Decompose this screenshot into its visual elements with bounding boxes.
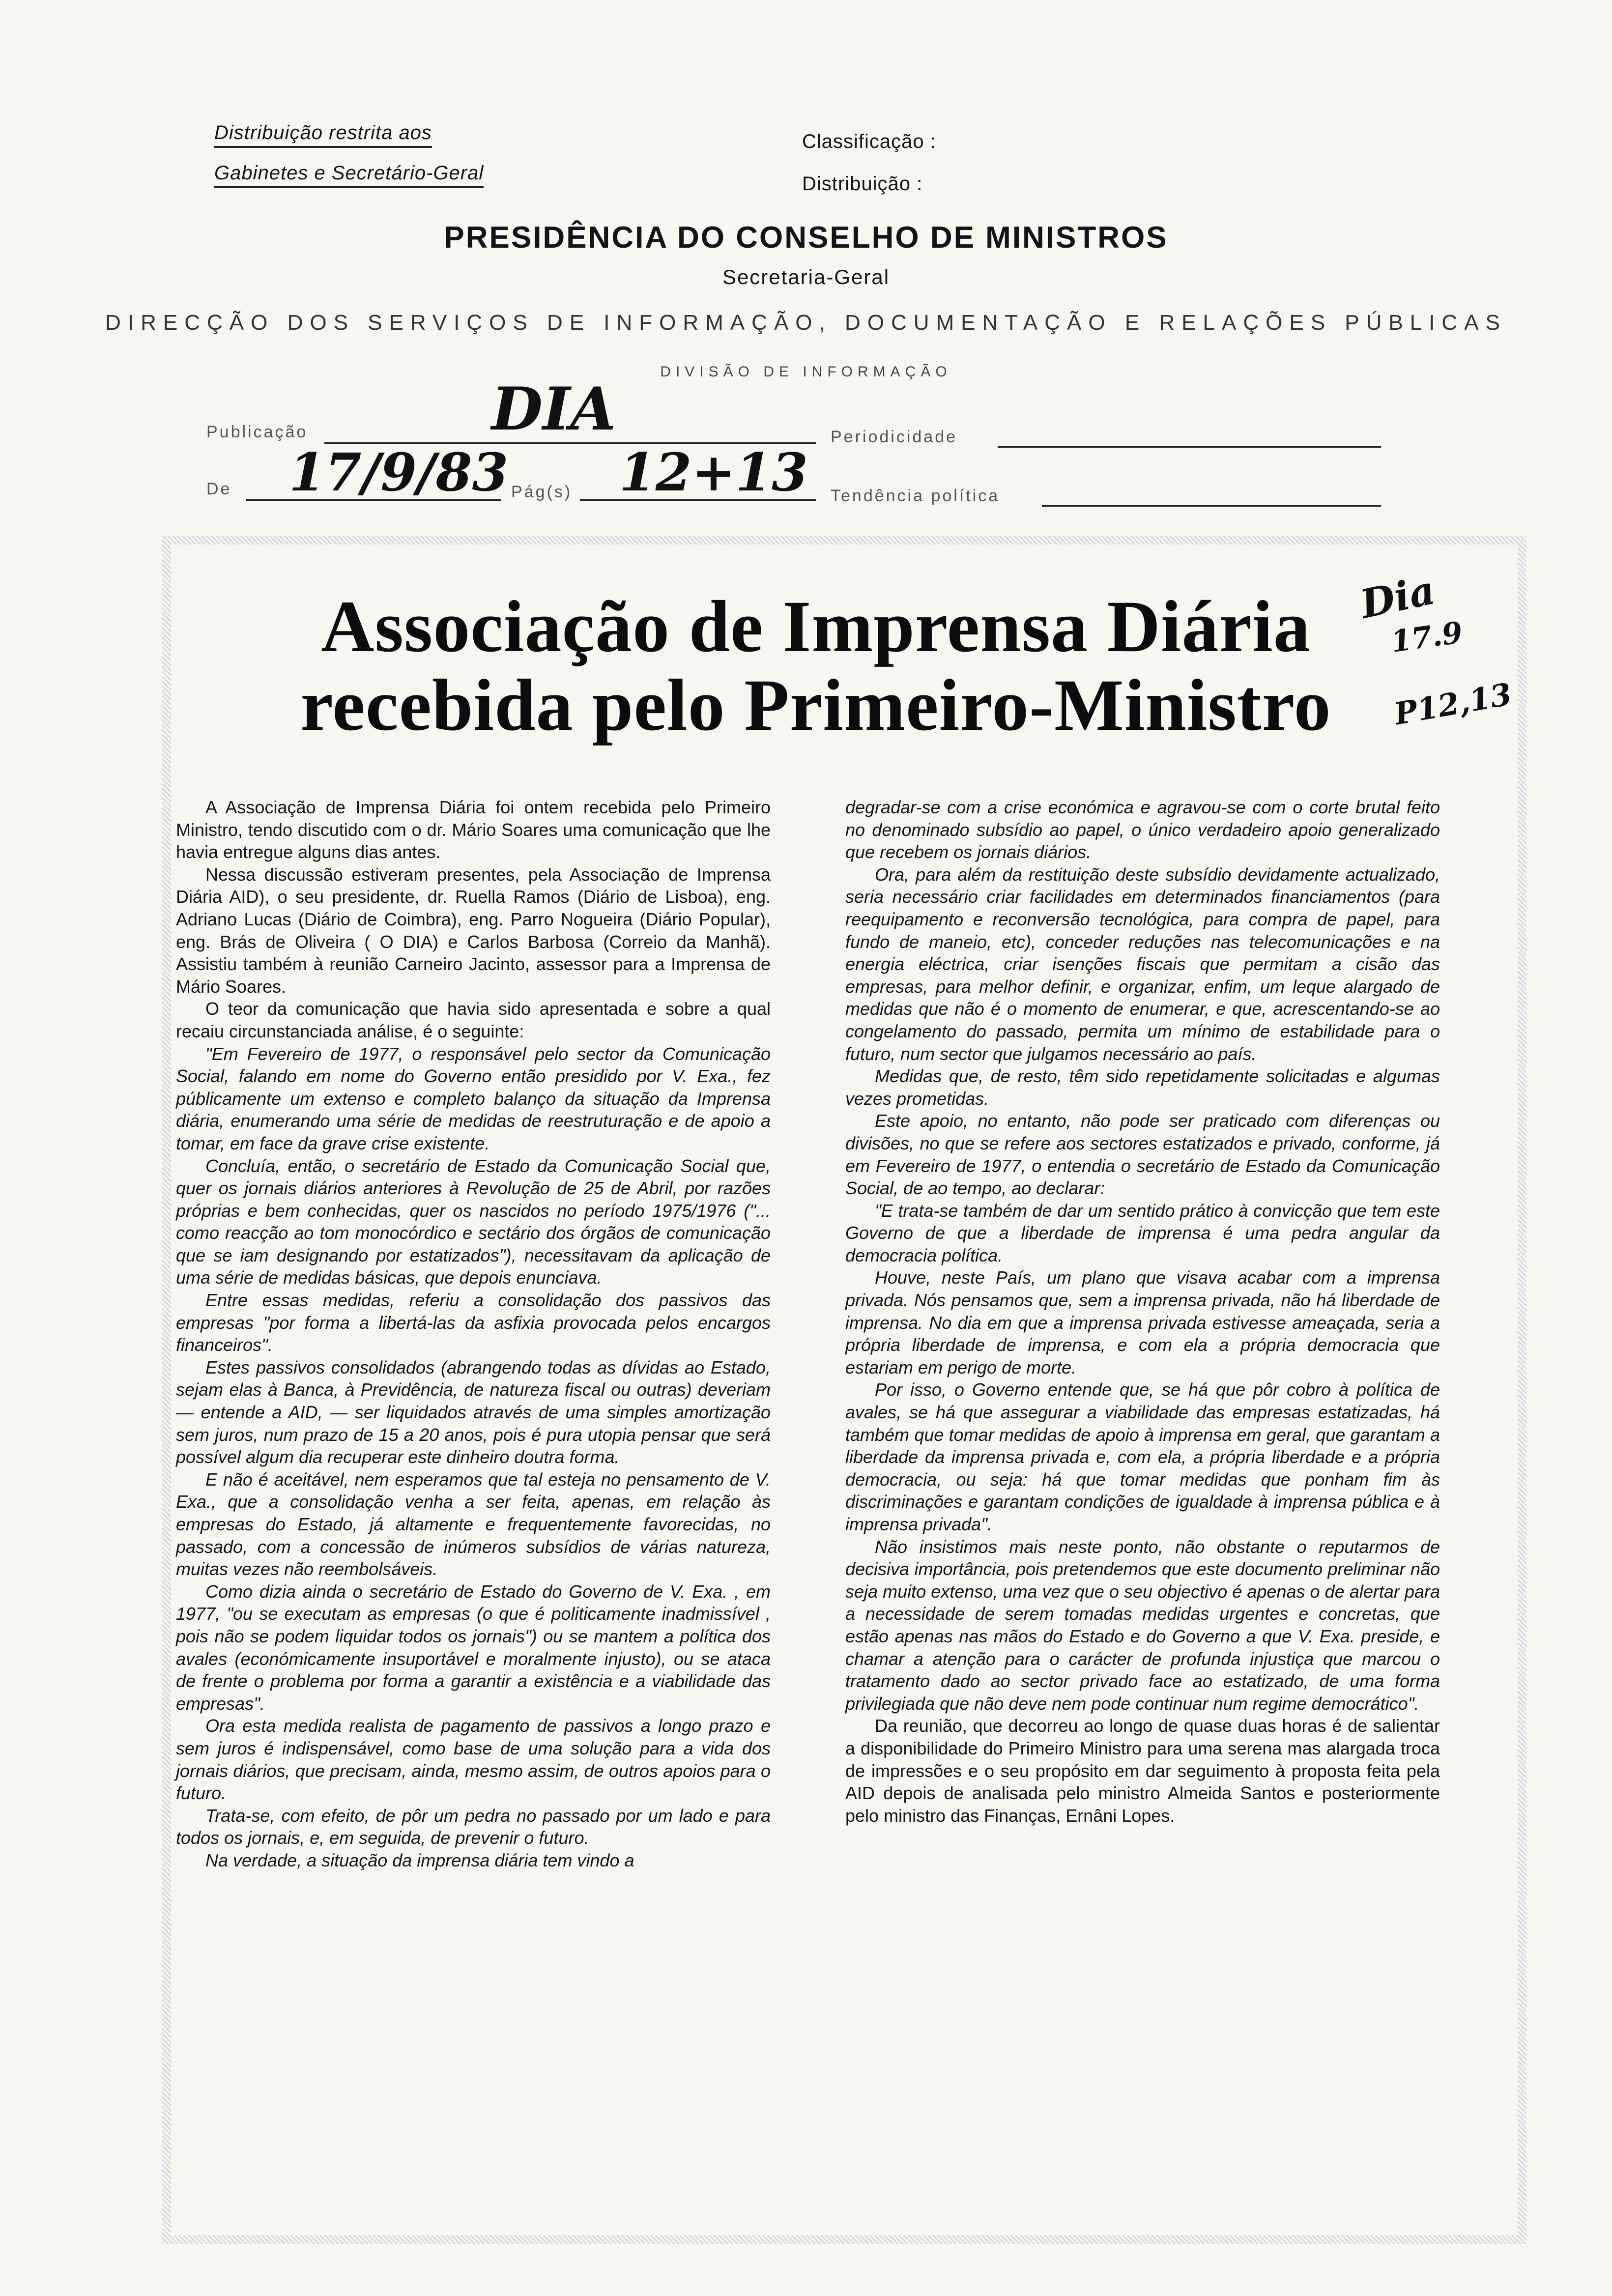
article-paragraph: Estes passivos consolidados (abrangendo todas as dívidas ao Estado, sejam elas à Banca, à Previdência, de natureza fiscal ou outras) deveriam — entende a AID, — ser liquidados através de uma simples amortização sem juros, num prazo de 15 a 20 anos, pois é pura utopia pensar que será possível algum dia recuperar este dinheiro doutra forma.: [176, 1357, 771, 1467]
handwritten-publication: DIA: [491, 374, 616, 444]
restricted-distribution-line1: Distribuição restrita aos: [214, 122, 432, 148]
publicacao-label: Publicação: [206, 423, 308, 441]
article-column-left: [176, 796, 771, 1872]
tendencia-line: [1042, 505, 1381, 507]
article-paragraph: Houve, neste País, um plano que visava acabar com a imprensa privada. Nós pensamos que, sem a imprensa privada, não há liberdade de imprensa. No dia em que a imprensa privada estivesse ameaçada, seria a própria liberdade de imprensa, e com ela a própria democracia que estariam em perigo de morte.: [845, 1267, 1440, 1378]
margin-note-date: 17.9: [1388, 615, 1465, 660]
article-paragraph: Entre essas medidas, referiu a consolidação dos passivos das empresas "por forma a libertá-las da asfixia provocada pelos encargos financeiros".: [176, 1290, 771, 1355]
classificacao-label: Classificação :: [802, 131, 936, 152]
restricted-distribution-line2: Gabinetes e Secretário-Geral: [214, 162, 484, 188]
tendencia-label: Tendência política: [831, 487, 1000, 505]
header-title: PRESIDÊNCIA DO CONSELHO DE MINISTROS: [444, 221, 1168, 255]
article-column-right: [845, 796, 1440, 1827]
handwritten-pages: 12+13: [619, 441, 808, 503]
article-paragraph: Medidas que, de resto, têm sido repetidamente solicitadas e algumas vezes prometidas.: [845, 1066, 1440, 1109]
article-paragraph: Por isso, o Governo entende que, se há que pôr cobro à política de avales, se há que assegurar a viabilidade das empresas estatizadas, há também que tomar medidas de apoio à imprensa em geral, que garantam a liberdade da imprensa privada e, com ela, a própria liberdade e a própria democracia, ou seja: há que tomar medidas que ponham fim às discriminações e garantam condições de igualdade à imprensa pública e à imprensa privada".: [845, 1379, 1440, 1534]
article-paragraph: Concluía, então, o secretário de Estado da Comunicação Social que, quer os jornais diários anteriores à Revolução de 25 de Abril, por razões próprias e bem conhecidas, quer os nascidos no período 1975/1976 ("... como reacção ao tom monocórdico e sectário dos órgãos de comunicação que se iam designando por estatizados"), necessitavam da aplicação de uma série de medidas básicas, que depois enunciava.: [176, 1155, 771, 1288]
article-paragraph: Nessa discussão estiveram presentes, pela Associação de Imprensa Diária AID), o seu presidente, dr. Ruella Ramos (Diário de Lisboa), eng. Adriano Lucas (Diário de Coimbra), eng. Parro Nogueira (Diário Popular), eng. Brás de Oliveira ( O DIA) e Carlos Barbosa (Correio da Manhã). Assistiu também à reunião Carneiro Jacinto, assessor para a Imprensa de Mário Soares.: [176, 864, 771, 997]
article-paragraph: Trata-se, com efeito, de pôr um pedra no passado por um lado e para todos os jornais, e, em seguida, de prevenir o futuro.: [176, 1805, 771, 1848]
article-paragraph: Como dizia ainda o secretário de Estado do Governo de V. Exa. , em 1977, "ou se executam as empresas (o que é politicamente inadmissível , pois não se podem liquidar todos os jornais") ou se mantem a política dos avales (económicamente insuportável e moralmente injusto), ou se ataca de frente o problema por forma a garantir a existência e a viabilidade das empresas".: [176, 1581, 771, 1714]
distribuicao-label: Distribuição :: [802, 173, 923, 195]
de-label: De: [206, 480, 232, 498]
handwritten-date: 17/9/83: [289, 441, 509, 503]
article-paragraph: degradar-se com a crise económica e agravou-se com o corte brutal feito no denominado subsídio ao papel, o único verdadeiro apoio generalizado que recebem os jornais diários.: [845, 797, 1440, 862]
margin-note-pages: P12,13: [1391, 676, 1515, 732]
headline-line-2: recebida pelo Primeiro-Ministro: [300, 664, 1331, 746]
periodicidade-label: Periodicidade: [831, 428, 958, 446]
margin-note-publication: Dia: [1356, 567, 1439, 628]
article-paragraph: Não insistimos mais neste ponto, não obstante o reputarmos de decisiva importância, pois pretendemos que este documento preliminar não seja muito extenso, uma vez que o seu objectivo é apenas o de alertar para a necessidade de serem tomadas medidas urgentes e concretas, que estão apenas nas mãos do Estado e do Governo a que V. Exa. preside, e chamar a atenção para o carácter de profunda injustiça que marcou o tratamento dado ao sector privado face ao estatizado, de uma forma privilegiada que não deve nem pode continuar num regime democrático".: [845, 1536, 1440, 1714]
article-paragraph: Na verdade, a situação da imprensa diária tem vindo a: [205, 1850, 634, 1870]
article-paragraph: A Associação de Imprensa Diária foi ontem recebida pelo Primeiro Ministro, tendo discutido com o dr. Mário Soares uma comunicação que lhe havia entregue alguns dias antes.: [176, 797, 771, 862]
article-paragraph: "E trata-se também de dar um sentido prático à convicção que tem este Governo de que a liberdade de imprensa é uma pedra angular da democracia política.: [845, 1200, 1440, 1265]
article-paragraph: O teor da comunicação que havia sido apresentada e sobre a qual recaiu circunstanciada análise, é o seguinte:: [176, 999, 771, 1041]
headline-line-1: Associação de Imprensa Diária: [321, 586, 1311, 667]
article-paragraph: "Em Fevereiro de 1977, o responsável pelo sector da Comunicação Social, falando em nome do Governo então presidido por V. Exa., fez públicamente um extenso e completo balanço da situação da Imprensa diária, enumerando uma série de medidas de reestruturação e de apoio a tomar, em face da grave crise existente.: [176, 1043, 771, 1153]
periodicidade-line: [998, 446, 1381, 448]
article-paragraph: E não é aceitável, nem esperamos que tal esteja no pensamento de V. Exa., que a consolidação venha a ser feita, apenas, em relação às empresas do Estado, já altamente e frequentemente favorecidas, no passado, com a concessão de inúmeros subsídios de várias natureza, muitas vezes não reembolsáveis.: [176, 1469, 771, 1579]
header-directorate: DIRECÇÃO DOS SERVIÇOS DE INFORMAÇÃO, DOCUMENTAÇÃO E RELAÇÕES PÚBLICAS: [105, 311, 1507, 335]
header-division: DIVISÃO DE INFORMAÇÃO: [660, 364, 952, 380]
article-paragraph: Este apoio, no entanto, não pode ser praticado com diferenças ou divisões, no que se refere aos sectores estatizados e privado, conforme, já em Fevereiro de 1977, o entendia o secretário de Estado da Comunicação Social, de ao tempo, ao declarar:: [845, 1111, 1440, 1199]
header-subtitle: Secretaria-Geral: [722, 265, 890, 288]
article-paragraph: Ora esta medida realista de pagamento de passivos a longo prazo e sem juros é indispensável, como base de uma solução para a vida dos jornais diários, que precisam, ainda, mesmo assim, de outros apoios para o futuro.: [176, 1716, 771, 1804]
article-paragraph: Da reunião, que decorreu ao longo de quase duas horas é de salientar a disponibilidade do Primeiro Ministro para uma serena mas alargada troca de impressões e o seu propósito em dar seguimento à proposta feita pela AID depois de analisada pelo ministro Almeida Santos e posteriormente pelo ministro das Finanças, Ernâni Lopes.: [845, 1716, 1440, 1826]
article-headline: [177, 587, 1455, 745]
article-paragraph: Ora, para além da restituição deste subsídio devidamente actualizado, seria necessário criar facilidades em determinados financiamentos (para reequipamento e reconversão tecnológica, para compra de papel, para fundo de maneio, etc), conceder reduções nas telecomunicações e na energia eléctrica, criar isenções fiscais que permitam a cisão das empresas, para melhor definir, e organizar, enfim, um leque alargado de medidas que não é o momento de enumerar, e que, acrescentando-se ao congelamento do passado, permita um mínimo de estabilidade para o futuro, num sector que julgamos necessário ao país.: [845, 864, 1440, 1064]
pags-label: Pág(s): [511, 483, 573, 501]
